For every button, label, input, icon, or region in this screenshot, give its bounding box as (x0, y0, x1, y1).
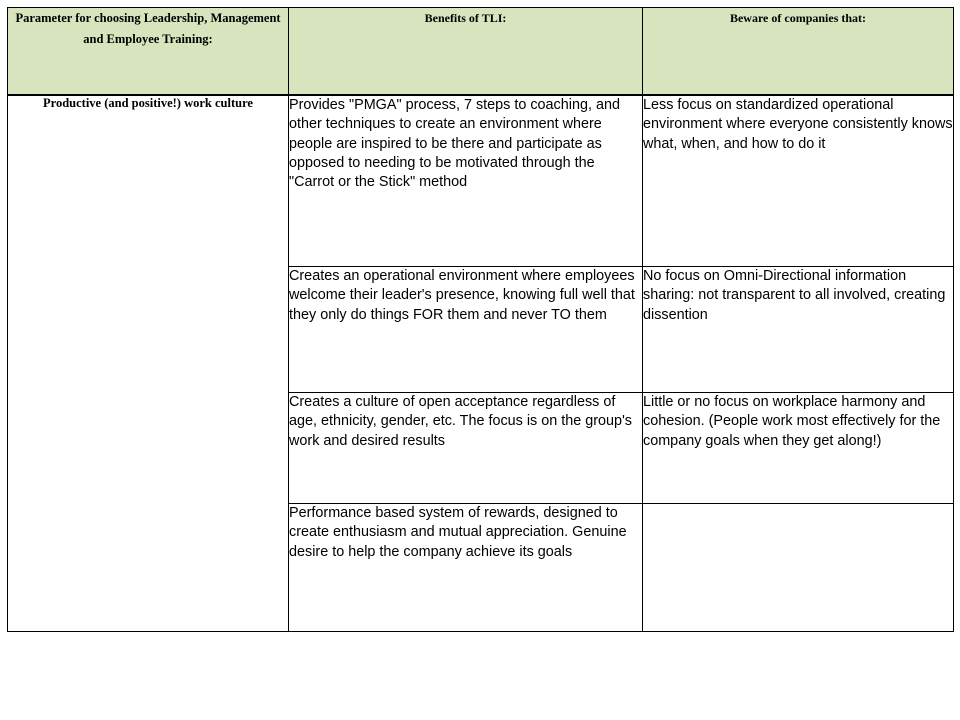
header-beware: Beware of companies that: (643, 8, 954, 96)
table-row (8, 95, 954, 267)
benefit-cell: Performance based system of rewards, designed to create enthusiasm and mutual appreciation. Genuine desire to help the company achieve its goals (289, 504, 643, 632)
beware-cell: No focus on Omni-Directional information sharing: not transparent to all involved, creating dissention (643, 267, 954, 393)
header-row (8, 8, 954, 96)
beware-cell (643, 504, 954, 632)
beware-cell: Less focus on standardized operational environment where everyone consistently knows what, when, and how to do it (643, 95, 954, 267)
header-parameter: Parameter for choosing Leadership, Management and Employee Training: (8, 8, 289, 96)
benefit-cell: Creates a culture of open acceptance regardless of age, ethnicity, gender, etc. The focus is on the group's work and desired results (289, 393, 643, 504)
comparison-table (7, 7, 954, 632)
benefit-cell: Creates an operational environment where employees welcome their leader's presence, knowing full well that they only do things FOR them and never TO them (289, 267, 643, 393)
header-benefits: Benefits of TLI: (289, 8, 643, 96)
benefit-cell: Provides "PMGA" process, 7 steps to coaching, and other techniques to create an environment where people are inspired to be there and participate as opposed to needing to be motivated through the "Carrot or the Stick" method (289, 95, 643, 267)
parameter-cell: Productive (and positive!) work culture (8, 95, 289, 632)
beware-cell: Little or no focus on workplace harmony and cohesion. (People work most effectively for the company goals when they get along!) (643, 393, 954, 504)
